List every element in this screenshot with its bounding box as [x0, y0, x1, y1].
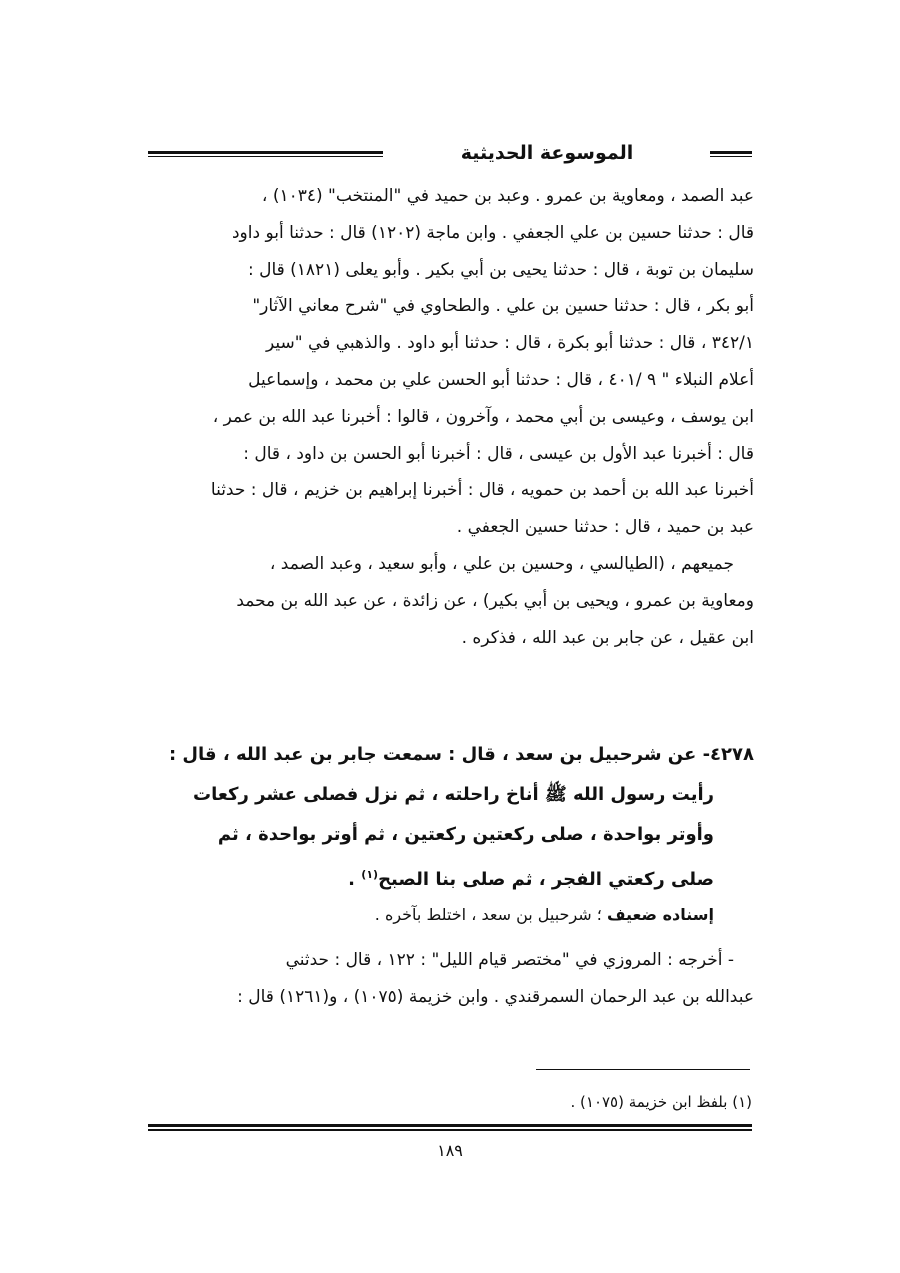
footnote: (١) بلفظ ابن خزيمة (١٠٧٥) .	[570, 1093, 752, 1111]
hadith-text	[150, 735, 754, 900]
body-line: قال : أخبرنا عبد الأول بن عيسى ، قال : أخبرنا أبو الحسن بن داود ، قال :	[243, 443, 754, 464]
body-line: أبو بكر ، قال : حدثنا حسين بن علي . والطحاوي في "شرح معاني الآثار"	[252, 296, 754, 317]
body-line: عبد بن حميد ، قال : حدثنا حسين الجعفي .	[456, 517, 754, 538]
body-line: قال : حدثنا حسين بن علي الجعفي . وابن ماجة (١٢٠٢) قال : حدثنا أبو داود	[231, 222, 754, 243]
takhrij-paragraph	[150, 942, 754, 1016]
body-line: أخبرنا عبد الله بن أحمد بن حمويه ، قال : أخبرنا إبراهيم بن خزيم ، قال : حدثنا	[210, 480, 754, 501]
body-line: ابن يوسف ، وعيسى بن أبي محمد ، وآخرون ، قالوا : أخبرنا عبد الله بن عمر ،	[212, 406, 754, 427]
takhrij-paragraph-previous	[150, 178, 754, 656]
header-rule-left	[148, 151, 383, 157]
hadith-line-end: .	[348, 869, 362, 890]
grading-label: إسناده ضعيف	[606, 905, 714, 924]
isnad-grading	[150, 898, 754, 932]
takhrij-line: - أخرجه : المروزي في "مختصر قيام الليل" : ١٢٢ ، قال : حدثني	[285, 950, 734, 970]
hadith-line: وأوتر بواحدة ، صلى ركعتين ركعتين ، ثم أوتر بواحدة ، ثم	[217, 824, 714, 845]
summary-line: جميعهم ، (الطيالسي ، وحسين بن علي ، وأبو سعيد ، وعبد الصمد ،	[269, 553, 734, 574]
body-line: ٣٤٢/١ ، قال : حدثنا أبو بكرة ، قال : حدثنا أبو داود . والذهبي في "سير	[266, 333, 754, 354]
footnote-marker: (١)	[361, 868, 379, 881]
summary-line: ومعاوية بن عمرو ، ويحيى بن أبي بكير) ، عن زائدة ، عن عبد الله بن محمد	[236, 590, 754, 611]
body-line: أعلام النبلاء " ٩ /٤٠١ ، قال : حدثنا أبو الحسن علي بن محمد ، وإسماعيل	[248, 369, 754, 390]
hadith-line: رأيت رسول الله ﷺ أناخ راحلته ، ثم نزل فصلى عشر ركعات	[193, 784, 714, 805]
page-number: ١٨٩	[437, 1141, 463, 1160]
body-line: سليمان بن توبة ، قال : حدثنا يحيى بن أبي بكير . وأبو يعلى (١٨٢١) قال :	[247, 259, 754, 280]
takhrij-line: عبدالله بن عبد الرحمان السمرقندي . وابن خزيمة (١٠٧٥) ، و(١٢٦١) قال :	[237, 987, 754, 1007]
running-header	[148, 138, 752, 168]
hadith-line-last	[150, 855, 754, 900]
footer-rule	[148, 1124, 752, 1131]
hadith-line-text: صلى ركعتي الفجر ، ثم صلى بنا الصبح	[378, 869, 714, 890]
footnote-separator	[536, 1069, 750, 1070]
summary-line: ابن عقيل ، عن جابر بن عبد الله ، فذكره .	[461, 627, 754, 648]
grading-text: ؛ شرحبيل بن سعد ، اختلط بآخره .	[374, 905, 607, 924]
header-title: الموسوعة الحديثية	[460, 142, 634, 164]
body-line: عبد الصمد ، ومعاوية بن عمرو . وعبد بن حميد في "المنتخب" (١٠٣٤) ،	[261, 186, 754, 206]
header-rule-right	[710, 151, 752, 157]
hadith-line: ٤٢٧٨- عن شرحبيل بن سعد ، قال : سمعت جابر بن عبد الله ، قال :	[168, 744, 754, 765]
